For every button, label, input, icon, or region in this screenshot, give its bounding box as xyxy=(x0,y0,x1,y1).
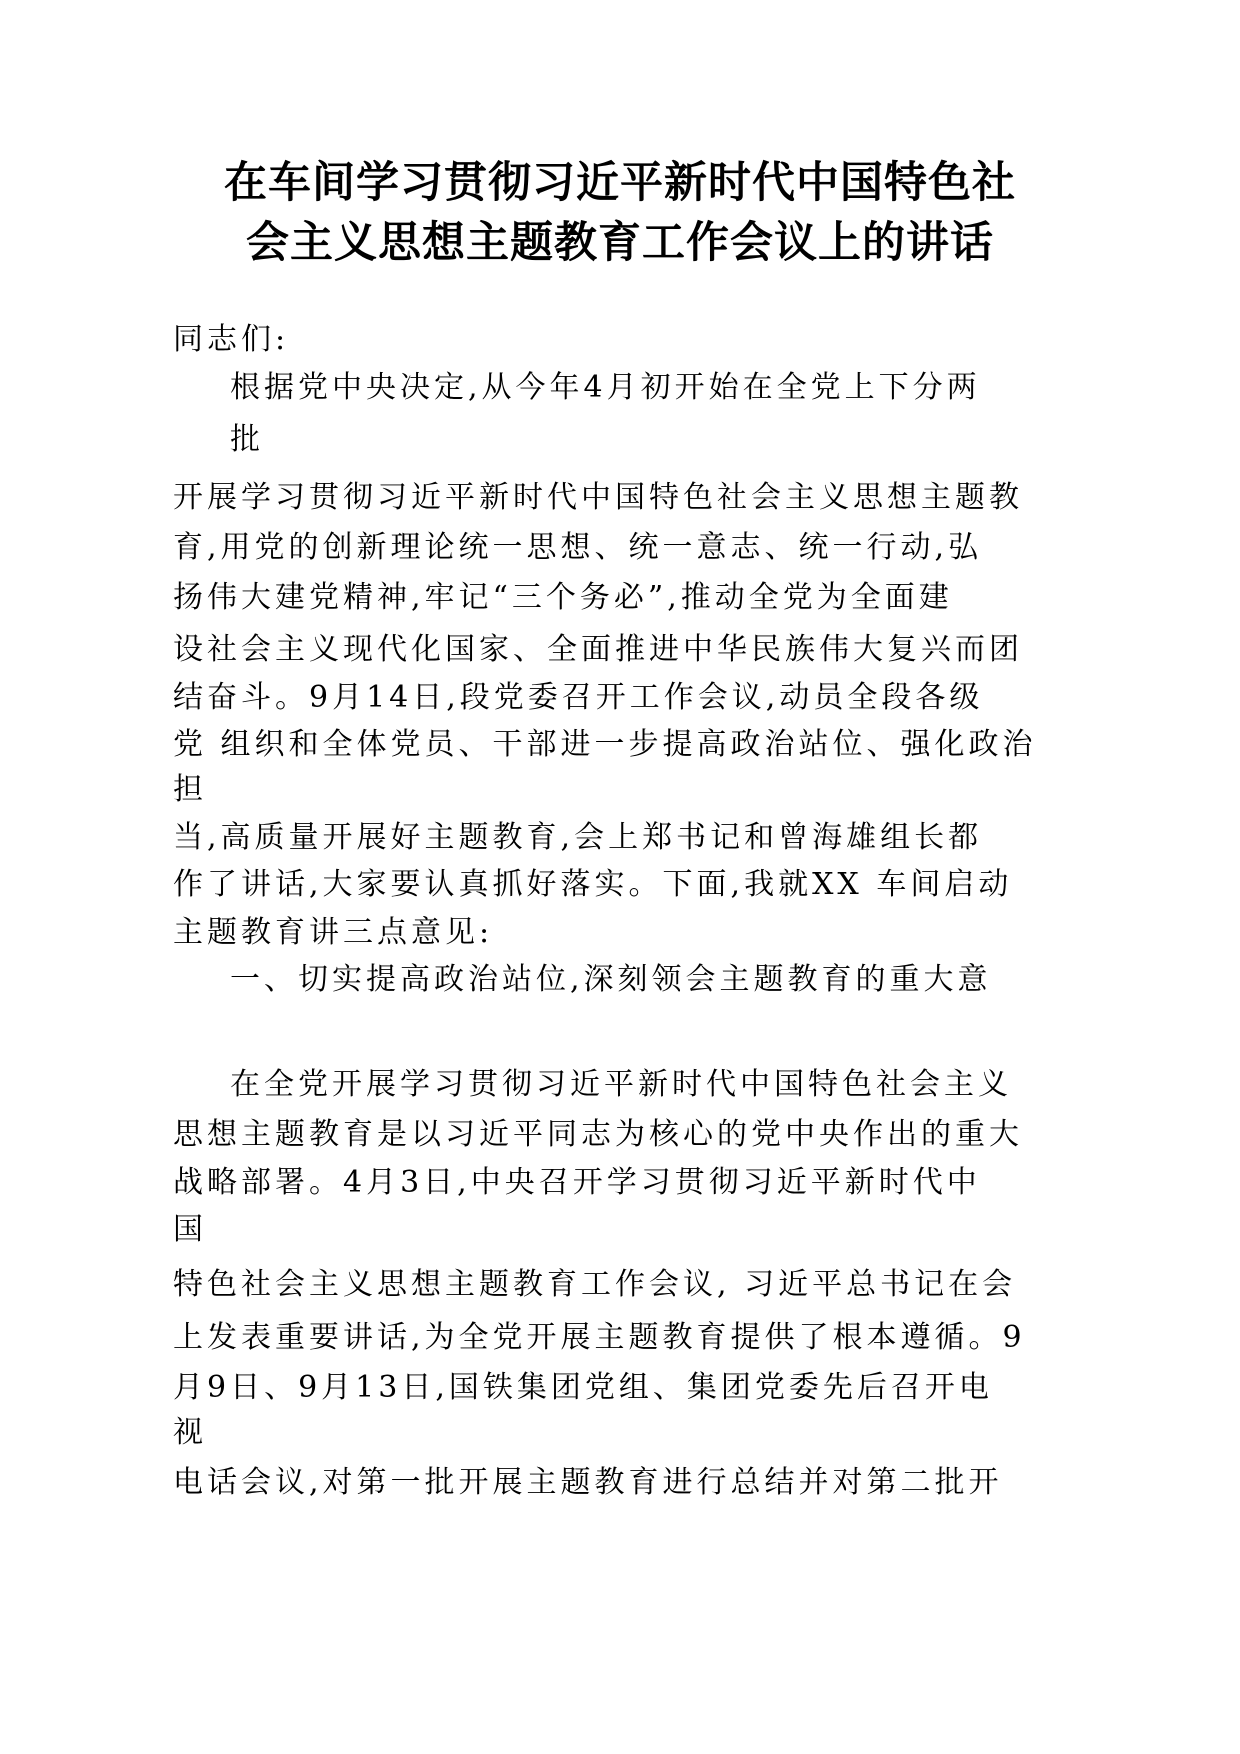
body-line: 扬伟大建党精神,牢记“三个务必”,推动全党为全面建 xyxy=(173,580,953,615)
body-line: 上发表重要讲话,为全党开展主题教育提供了根本遵循。9 xyxy=(173,1320,1026,1355)
body-line: 思想主题教育是以习近平同志为核心的党中央作出的重大 xyxy=(173,1117,1023,1152)
body-line: 电话会议,对第一批开展主题教育进行总结并对第二批开 xyxy=(173,1465,1003,1500)
body-line: 作了讲话,大家要认真抓好落实。下面,我就XX 车间启动 xyxy=(173,867,1013,902)
document-title-line-2: 会主义思想主题教育工作会议上的讲话 xyxy=(246,218,994,268)
body-line: 月9日、9月13日,国铁集团党组、集团党委先后召开电 xyxy=(173,1370,993,1405)
body-line: 设社会主义现代化国家、全面推进中华民族伟大复兴而团 xyxy=(173,632,1023,667)
body-line: 党 组织和全体党员、干部进一步提高政治站位、强化政治 xyxy=(173,727,1037,762)
section-heading: 一、切实提高政治站位,深刻领会主题教育的重大意 xyxy=(230,962,992,997)
body-line: 国 xyxy=(173,1212,207,1247)
body-line: 特色社会主义思想主题教育工作会议, 习近平总书记在会 xyxy=(173,1267,1017,1302)
body-line: 主题教育讲三点意见: xyxy=(173,915,494,950)
body-line: 结奋斗。9月14日,段党委召开工作会议,动员全段各级 xyxy=(173,680,984,715)
body-line: 当,高质量开展好主题教育,会上郑书记和曾海雄组长都 xyxy=(173,820,983,855)
body-line: 育,用党的创新理论统一思想、统一意志、统一行动,弘 xyxy=(173,530,983,565)
document-title-line-1: 在车间学习贯彻习近平新时代中国特色社 xyxy=(224,158,1016,208)
salutation: 同志们: xyxy=(173,322,290,357)
body-line: 在全党开展学习贯彻习近平新时代中国特色社会主义 xyxy=(230,1067,1012,1102)
body-line: 批 xyxy=(230,422,264,457)
body-line: 视 xyxy=(173,1415,207,1450)
body-line: 开展学习贯彻习近平新时代中国特色社会主义思想主题教 xyxy=(173,480,1023,515)
body-line: 战略部署。4月3日,中央召开学习贯彻习近平新时代中 xyxy=(173,1165,981,1200)
body-line: 根据党中央决定,从今年4月初开始在全党上下分两 xyxy=(230,370,981,405)
body-line: 担 xyxy=(173,772,207,807)
